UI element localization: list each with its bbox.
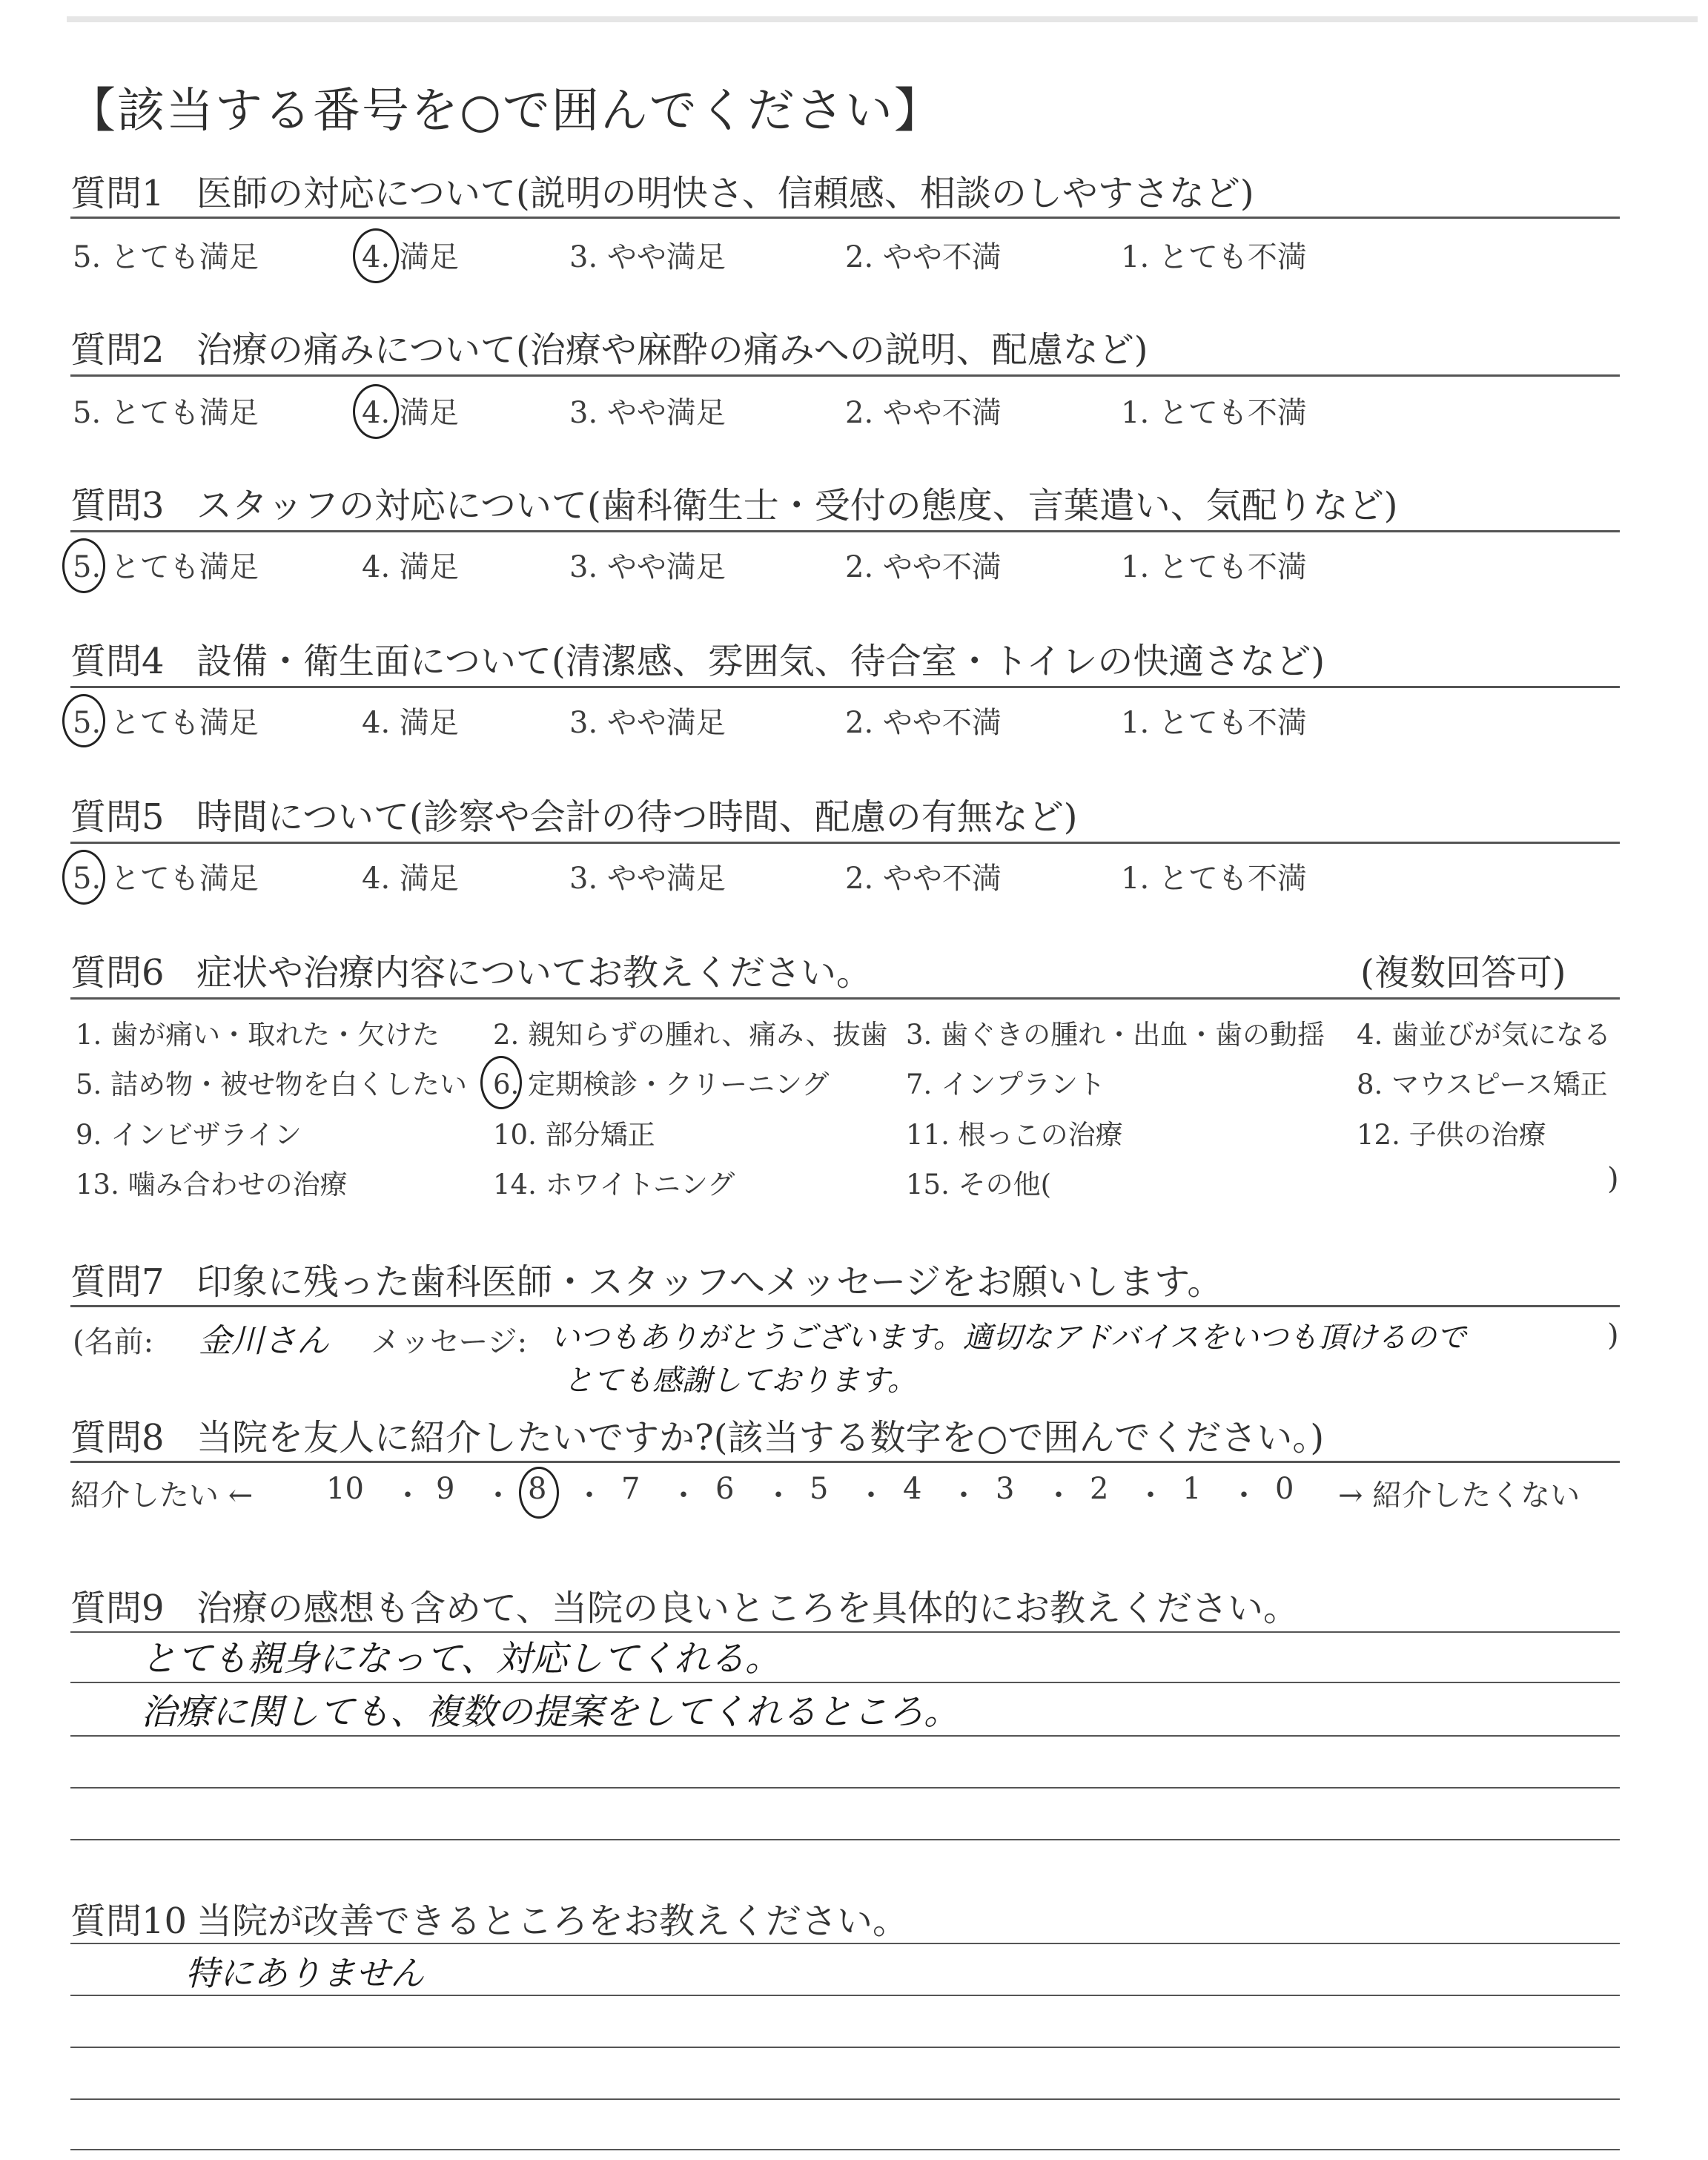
q8-sep: ・	[856, 1479, 886, 1513]
q2-option-5[interactable]: 5. とても満足	[73, 396, 259, 430]
q10-writing-line	[70, 2047, 1620, 2048]
q6-option-12[interactable]: 12. 子供の治療	[1357, 1119, 1546, 1151]
q6-option-14[interactable]: 14. ホワイトニング	[493, 1169, 735, 1200]
question-5-rule	[70, 842, 1620, 844]
question-4-rule	[70, 686, 1620, 688]
q1-option-2[interactable]: 2. やや不満	[845, 240, 1002, 274]
q6-option-10[interactable]: 10. 部分矯正	[493, 1119, 655, 1151]
q3-option-1[interactable]: 1. とても不満	[1121, 550, 1307, 584]
q8-sep: ・	[393, 1479, 423, 1513]
question-6-title: 質問6 症状や治療内容についてお教えください。	[70, 952, 873, 994]
q3-option-3[interactable]: 3. やや満足	[569, 550, 726, 584]
question-3-title: 質問3 スタッフの対応について(歯科衛生士・受付の態度、言葉遣い、気配りなど)	[70, 485, 1398, 526]
form-header: 【該当する番号を○で囲んでください】	[68, 84, 943, 139]
q7-name-label: (名前:	[73, 1325, 154, 1359]
q3-option-5[interactable]: 5. とても満足	[73, 550, 259, 584]
q3-option-4[interactable]: 4. 満足	[362, 550, 459, 584]
q10-writing-line	[70, 1943, 1620, 1944]
q6-option-5[interactable]: 5. 詰め物・被せ物を白くしたい	[76, 1069, 468, 1100]
q8-sep: ・	[575, 1479, 604, 1513]
q4-option-3[interactable]: 3. やや満足	[569, 706, 726, 740]
q4-option-5[interactable]: 5. とても満足	[73, 706, 259, 740]
q9-writing-line	[70, 1787, 1620, 1789]
q6-option-11[interactable]: 11. 根っこの治療	[906, 1119, 1123, 1151]
q8-value-6[interactable]: 6	[715, 1472, 735, 1506]
question-6-note: (複数回答可)	[1360, 952, 1566, 994]
q2-option-4[interactable]: 4. 満足	[362, 396, 459, 430]
q1-option-4[interactable]: 4. 満足	[362, 240, 459, 274]
q7-message-label: メッセージ:	[371, 1325, 528, 1359]
q3-option-2[interactable]: 2. やや不満	[845, 550, 1002, 584]
q6-option-8[interactable]: 8. マウスピース矯正	[1357, 1069, 1608, 1100]
q7-name-value[interactable]: 金川さん	[199, 1322, 329, 1360]
q7-message-line-1[interactable]: いつもありがとうございます。適切なアドバイスをいつも頂けるので	[550, 1321, 1466, 1355]
q8-value-5[interactable]: 5	[810, 1472, 829, 1506]
q6-option-13[interactable]: 13. 噛み合わせの治療	[76, 1169, 348, 1200]
q8-value-4[interactable]: 4	[903, 1472, 922, 1506]
q8-value-10[interactable]: 10	[326, 1472, 364, 1506]
q10-answer-line-1[interactable]: 特にありません	[185, 1953, 424, 1993]
q6-option-1[interactable]: 1. 歯が痛い・取れた・欠けた	[76, 1019, 440, 1051]
q8-sep: ・	[1136, 1479, 1165, 1513]
q2-option-1[interactable]: 1. とても不満	[1121, 396, 1307, 430]
question-7-rule	[70, 1305, 1620, 1307]
q2-option-2[interactable]: 2. やや不満	[845, 396, 1002, 430]
q8-sep: ・	[669, 1479, 698, 1513]
q3-selection-circle	[62, 538, 105, 593]
q1-option-5[interactable]: 5. とても満足	[73, 240, 259, 274]
q10-writing-line	[70, 2149, 1620, 2150]
q5-option-3[interactable]: 3. やや満足	[569, 862, 726, 896]
q8-right-label: → 紹介したくない	[1338, 1479, 1580, 1513]
q5-option-2[interactable]: 2. やや不満	[845, 862, 1002, 896]
question-6-rule	[70, 997, 1620, 1000]
q7-close-paren: )	[1607, 1318, 1619, 1353]
q8-value-1[interactable]: 1	[1182, 1472, 1202, 1506]
question-8-rule	[70, 1461, 1620, 1463]
q2-selection-circle	[353, 384, 399, 439]
q8-sep: ・	[1229, 1479, 1259, 1513]
q9-answer-line-1[interactable]: とても親身になって、対応してくれる。	[141, 1638, 781, 1680]
q5-option-4[interactable]: 4. 満足	[362, 862, 459, 896]
q8-left-label: 紹介したい ←	[70, 1479, 254, 1513]
q10-writing-line	[70, 2098, 1620, 2100]
q4-option-2[interactable]: 2. やや不満	[845, 706, 1002, 740]
q8-selection-circle	[519, 1467, 559, 1519]
q8-sep: ・	[949, 1479, 979, 1513]
q8-value-7[interactable]: 7	[621, 1472, 640, 1506]
q7-message-line-2[interactable]: とても感謝しております。	[563, 1364, 917, 1398]
q6-option-2[interactable]: 2. 親知らずの腫れ、痛み、抜歯	[493, 1019, 888, 1051]
q4-option-4[interactable]: 4. 満足	[362, 706, 459, 740]
q6-option-9[interactable]: 9. インビザライン	[76, 1119, 302, 1151]
q9-writing-line	[70, 1839, 1620, 1840]
q8-value-2[interactable]: 2	[1090, 1472, 1109, 1506]
q2-option-3[interactable]: 3. やや満足	[569, 396, 726, 430]
q9-answer-line-2[interactable]: 治療に関しても、複数の提案をしてくれるところ。	[141, 1691, 960, 1733]
q4-selection-circle	[62, 694, 105, 747]
question-1-rule	[70, 217, 1620, 219]
q8-value-8[interactable]: 8	[528, 1472, 547, 1506]
q8-scale-row	[326, 1472, 1357, 1516]
q6-option-6[interactable]: 6. 定期検診・クリーニング	[493, 1069, 830, 1100]
question-1-title: 質問1 医師の対応について(説明の明快さ、信頼感、相談のしやすさなど)	[70, 173, 1254, 214]
q6-option-3[interactable]: 3. 歯ぐきの腫れ・出血・歯の動揺	[906, 1019, 1325, 1051]
question-10-title: 質問10 当院が改善できるところをお教えください。	[70, 1900, 909, 1942]
question-3-rule	[70, 530, 1620, 532]
q8-sep: ・	[483, 1479, 513, 1513]
q5-option-5[interactable]: 5. とても満足	[73, 862, 259, 896]
question-2-title: 質問2 治療の痛みについて(治療や麻酔の痛みへの説明、配慮など)	[70, 329, 1148, 371]
q6-option-4[interactable]: 4. 歯並びが気になる	[1357, 1019, 1612, 1051]
q8-value-3[interactable]: 3	[996, 1472, 1015, 1506]
q4-option-1[interactable]: 1. とても不満	[1121, 706, 1307, 740]
q1-option-1[interactable]: 1. とても不満	[1121, 240, 1307, 274]
q8-sep: ・	[764, 1479, 793, 1513]
question-7-title: 質問7 印象に残った歯科医師・スタッフへメッセージをお願いします。	[70, 1261, 1223, 1303]
q5-selection-circle	[62, 850, 105, 905]
question-4-title: 質問4 設備・衛生面について(清潔感、雰囲気、待合室・トイレの快適さなど)	[70, 641, 1325, 682]
q9-writing-line	[70, 1735, 1620, 1737]
question-5-title: 質問5 時間について(診察や会計の待つ時間、配慮の有無など)	[70, 796, 1078, 838]
q1-option-3[interactable]: 3. やや満足	[569, 240, 726, 274]
q6-option-7[interactable]: 7. インプラント	[906, 1069, 1106, 1100]
scan-top-edge	[67, 16, 1698, 22]
q6-selection-circle	[480, 1056, 522, 1109]
q5-option-1[interactable]: 1. とても不満	[1121, 862, 1307, 896]
question-8-title: 質問8 当院を友人に紹介したいですか?(該当する数字を○で囲んでください。)	[70, 1417, 1325, 1459]
q1-selection-circle	[353, 228, 399, 283]
q8-value-9[interactable]: 9	[436, 1472, 455, 1506]
q8-value-0[interactable]: 0	[1275, 1472, 1294, 1506]
question-2-rule	[70, 374, 1620, 377]
q6-option-15[interactable]: 15. その他(	[906, 1169, 1052, 1200]
q8-sep: ・	[1044, 1479, 1073, 1513]
q6-other-close-paren: )	[1607, 1162, 1619, 1196]
question-9-title: 質問9 治療の感想も含めて、当院の良いところを具体的にお教えください。	[70, 1588, 1300, 1629]
